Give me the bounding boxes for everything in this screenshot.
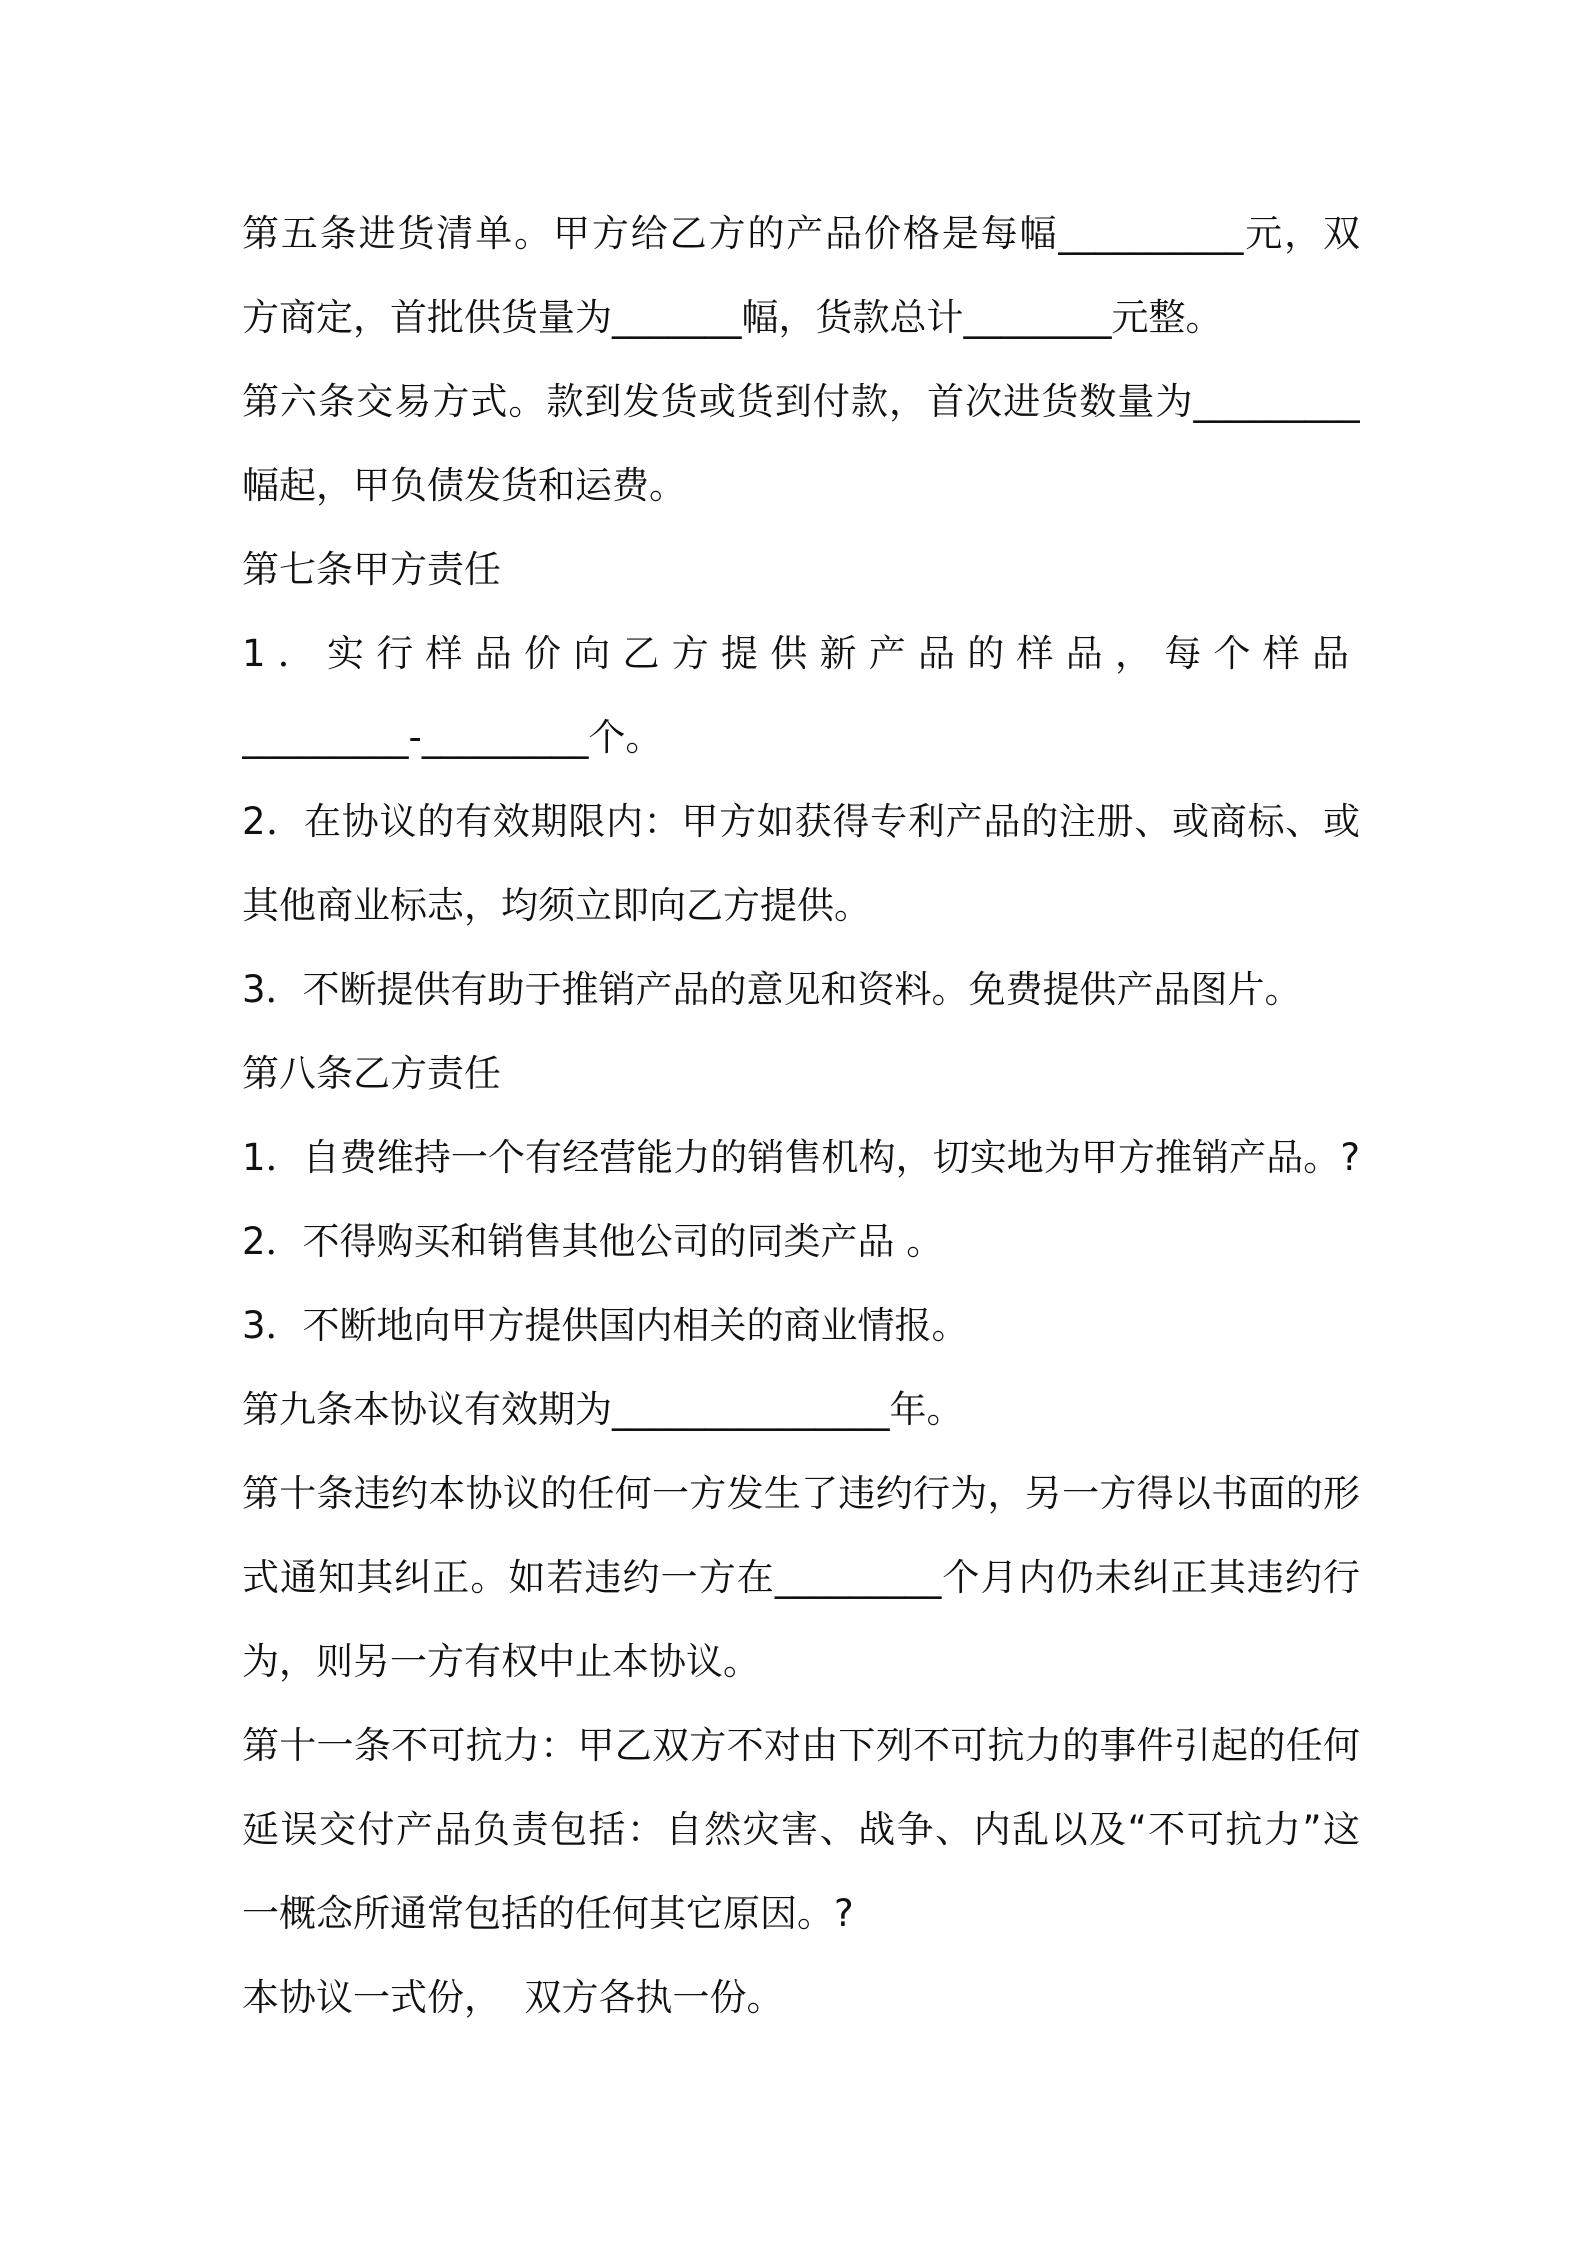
- article-8-item-1: 1．自费维持一个有经营能力的销售机构，切实地为甲方推销产品。?: [242, 1136, 1360, 1179]
- article-10-line-3: 为，则另一方有权中止本协议。: [242, 1640, 760, 1683]
- article-7-item-1-line-1: 1．实行样品价向乙方提供新产品的样品，每个样品: [242, 632, 1360, 675]
- closing-line: 本协议一式份， 双方各执一份。: [242, 1976, 784, 2019]
- article-8-item-2: 2．不得购买和销售其他公司的同类产品 。: [242, 1220, 944, 1263]
- contract-page: [242, 192, 1360, 2040]
- article-7-item-2-line-1: 2．在协议的有效期限内：甲方如获得专利产品的注册、或商标、或: [242, 800, 1360, 843]
- article-11-line-3: 一概念所通常包括的任何其它原因。?: [242, 1892, 854, 1935]
- article-9: 第九条本协议有效期为_______________年。: [242, 1388, 964, 1431]
- article-7-item-1-line-2: _________-_________个。: [242, 716, 663, 759]
- article-6-line-2: 幅起，甲负债发货和运费。: [242, 464, 686, 507]
- article-7-item-3: 3．不断提供有助于推销产品的意见和资料。免费提供产品图片。: [242, 968, 1302, 1011]
- article-6-line-1: 第六条交易方式。款到发货或货到付款，首次进货数量为_________: [242, 380, 1360, 423]
- article-7-heading: 第七条甲方责任: [242, 548, 501, 591]
- article-7-item-2-line-2: 其他商业标志，均须立即向乙方提供。: [242, 884, 871, 927]
- article-10-line-1: 第十条违约本协议的任何一方发生了违约行为，另一方得以书面的形: [242, 1472, 1360, 1515]
- article-8-heading: 第八条乙方责任: [242, 1052, 501, 1095]
- article-8-item-3: 3．不断地向甲方提供国内相关的商业情报。: [242, 1304, 969, 1347]
- article-5-line-2: 方商定，首批供货量为_______幅，货款总计________元整。: [242, 296, 1223, 339]
- article-10-line-2: 式通知其纠正。如若违约一方在_________个月内仍未纠正其违约行: [242, 1556, 1360, 1599]
- article-5-line-1: 第五条进货清单。甲方给乙方的产品价格是每幅__________元，双: [242, 212, 1360, 255]
- article-11-line-1: 第十一条不可抗力：甲乙双方不对由下列不可抗力的事件引起的任何: [242, 1724, 1360, 1767]
- article-11-line-2: 延误交付产品负责包括：自然灾害、战争、内乱以及“不可抗力”这: [242, 1808, 1360, 1851]
